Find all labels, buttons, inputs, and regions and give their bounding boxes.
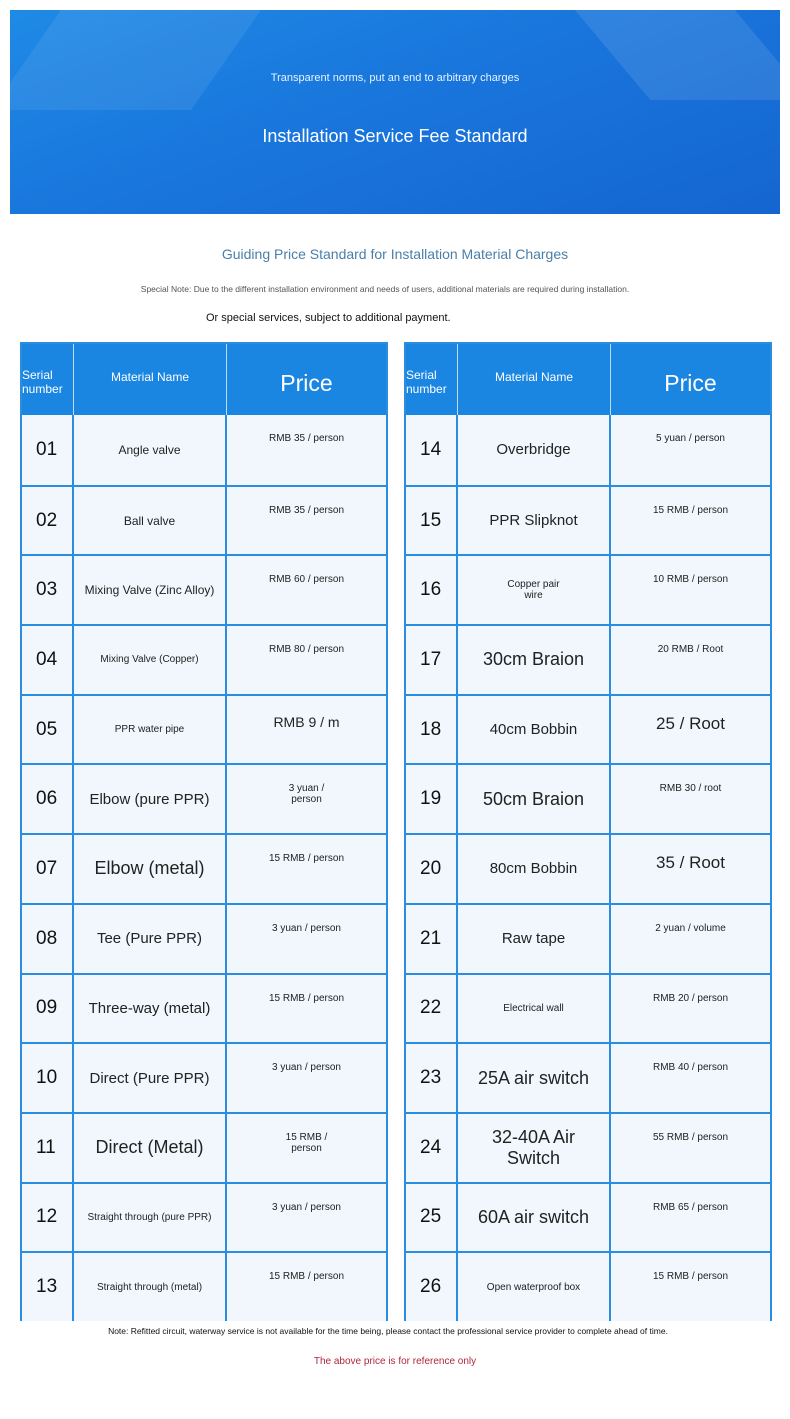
price-cell: 35 / Root (656, 853, 725, 873)
table-row (22, 415, 386, 485)
material-cell: Straight through (pure PPR) (74, 1184, 227, 1252)
serial-cell: 21 (406, 905, 458, 973)
price-cell: 10 RMB / person (652, 574, 729, 586)
serial-cell: 20 (406, 835, 458, 903)
price-cell: 25 / Root (656, 713, 725, 733)
price-cell: 15 RMB / person (652, 504, 729, 516)
serial-cell: 13 (22, 1253, 74, 1321)
header-price: Price (664, 370, 717, 396)
table-row (22, 973, 386, 1043)
table-row (22, 1251, 386, 1321)
material-cell: Raw tape (458, 905, 611, 973)
material-cell: Straight through (metal) (74, 1253, 227, 1321)
material-cell: Overbridge (458, 415, 611, 485)
table-row (22, 1182, 386, 1252)
price-cell: RMB 80 / person (268, 644, 345, 656)
price-cell: 2 yuan / volume (655, 922, 726, 934)
section-title: Guiding Price Standard for Installation Material Charges (221, 246, 569, 262)
material-cell: PPR Slipknot (458, 487, 611, 555)
header-material: Material Name (74, 344, 227, 415)
price-cell: 15 RMB / person (268, 853, 345, 865)
serial-cell: 05 (22, 696, 74, 764)
price-cell: 15 RMB / person (285, 1131, 328, 1154)
price-cell: 3 yuan / person (272, 1062, 341, 1074)
special-note: Special Note: Due to the different installation environment and needs of users, additional materials are required during installation. (140, 284, 630, 294)
price-cell: RMB 65 / person (652, 1201, 729, 1213)
material-cell: Angle valve (118, 442, 181, 457)
serial-cell: 19 (406, 765, 458, 833)
table-row (22, 694, 386, 764)
serial-cell: 18 (406, 696, 458, 764)
price-cell: 15 RMB / person (268, 992, 345, 1004)
material-cell: 30cm Braion (458, 626, 611, 694)
price-cell: RMB 35 / person (268, 433, 345, 444)
serial-cell: 11 (22, 1114, 74, 1182)
material-cell: 80cm Bobbin (458, 835, 611, 903)
header-banner (10, 10, 780, 214)
table-row (22, 1112, 386, 1182)
table-row (406, 1182, 770, 1252)
serial-cell: 08 (22, 905, 74, 973)
material-cell: Direct (Pure PPR) (74, 1044, 227, 1112)
price-cell: RMB 20 / person (652, 992, 729, 1004)
table-row (406, 624, 770, 694)
material-cell: Mixing Valve (Copper) (74, 626, 227, 694)
banner-tagline: Transparent norms, put an end to arbitrary charges (270, 72, 520, 84)
table-row (406, 694, 770, 764)
serial-cell: 25 (406, 1184, 458, 1252)
header-material: Material Name (458, 344, 611, 415)
price-cell: RMB 35 / person (268, 504, 345, 516)
serial-cell: 06 (22, 765, 74, 833)
price-cell: 3 yuan / person (272, 922, 341, 934)
disclaimer: The above price is for reference only (313, 1356, 477, 1367)
material-cell: 40cm Bobbin (458, 696, 611, 764)
serial-cell: 22 (406, 975, 458, 1043)
banner-title: Installation Service Fee Standard (262, 126, 528, 146)
material-cell: 25A air switch (458, 1044, 611, 1112)
material-cell: Ball valve (74, 487, 227, 555)
serial-cell: 24 (406, 1114, 458, 1182)
price-cell: RMB 60 / person (268, 574, 345, 586)
serial-cell: 17 (406, 626, 458, 694)
table-row (22, 554, 386, 624)
material-cell: 50cm Braion (458, 765, 611, 833)
table-row (406, 485, 770, 555)
serial-cell: 15 (406, 487, 458, 555)
material-cell: Elbow (pure PPR) (74, 765, 227, 833)
price-cell: RMB 9 / m (273, 713, 340, 730)
banner-decoration (10, 10, 289, 110)
serial-cell: 10 (22, 1044, 74, 1112)
table-row (406, 973, 770, 1043)
material-cell: Tee (Pure PPR) (74, 905, 227, 973)
table-row (406, 1251, 770, 1321)
material-cell: 32-40A Air Switch (458, 1114, 611, 1182)
table-row (22, 624, 386, 694)
price-cell: 55 RMB / person (652, 1131, 729, 1143)
table-row (406, 903, 770, 973)
price-cell: RMB 40 / person (652, 1062, 729, 1074)
serial-cell: 03 (22, 556, 74, 624)
table-row (22, 1042, 386, 1112)
table-header (406, 344, 770, 415)
material-cell: Mixing Valve (Zinc Alloy) (74, 556, 227, 624)
price-cell: RMB 30 / root (659, 783, 722, 795)
serial-cell: 26 (406, 1253, 458, 1321)
material-cell: Direct (Metal) (74, 1114, 227, 1182)
table-row (406, 833, 770, 903)
material-cell: Copper pair wire (507, 579, 560, 602)
material-cell: PPR water pipe (74, 696, 227, 764)
price-cell: 20 RMB / Root (657, 644, 724, 656)
price-table-right (404, 342, 772, 1321)
header-serial: Serial number (406, 344, 458, 415)
serial-cell: 16 (406, 556, 458, 624)
serial-cell: 12 (22, 1184, 74, 1252)
serial-cell: 09 (22, 975, 74, 1043)
serial-cell: 23 (406, 1044, 458, 1112)
table-row (22, 833, 386, 903)
header-price: Price (280, 370, 333, 396)
header-serial: Serial number (22, 344, 74, 415)
price-cell: 5 yuan / person (656, 433, 725, 444)
table-row (406, 1112, 770, 1182)
serial-cell: 07 (22, 835, 74, 903)
price-cell: 15 RMB / person (652, 1271, 729, 1283)
serial-cell: 01 (22, 415, 74, 485)
table-row (22, 903, 386, 973)
table-row (406, 1042, 770, 1112)
price-cell: 3 yuan / person (288, 783, 325, 806)
price-cell: 15 RMB / person (268, 1271, 345, 1283)
footer-note: Note: Refitted circuit, waterway service is not available for the time being, please contact the professional service provider to complete ahead of time. (108, 1326, 668, 1336)
material-cell: Open waterproof box (458, 1253, 611, 1321)
material-cell: Elbow (metal) (74, 835, 227, 903)
table-row (406, 415, 770, 485)
serial-cell: 14 (406, 415, 458, 485)
material-cell: Electrical wall (458, 975, 611, 1043)
material-cell: 60A air switch (458, 1184, 611, 1252)
table-row (22, 485, 386, 555)
banner-decoration (550, 10, 780, 100)
material-cell: Three-way (metal) (74, 975, 227, 1043)
table-row (22, 763, 386, 833)
table-row (406, 554, 770, 624)
price-cell: 3 yuan / person (272, 1201, 341, 1213)
price-table-left (20, 342, 388, 1321)
serial-cell: 02 (22, 487, 74, 555)
table-row (406, 763, 770, 833)
table-header (22, 344, 386, 415)
serial-cell: 04 (22, 626, 74, 694)
special-note-continued: Or special services, subject to additional payment. (206, 312, 451, 324)
